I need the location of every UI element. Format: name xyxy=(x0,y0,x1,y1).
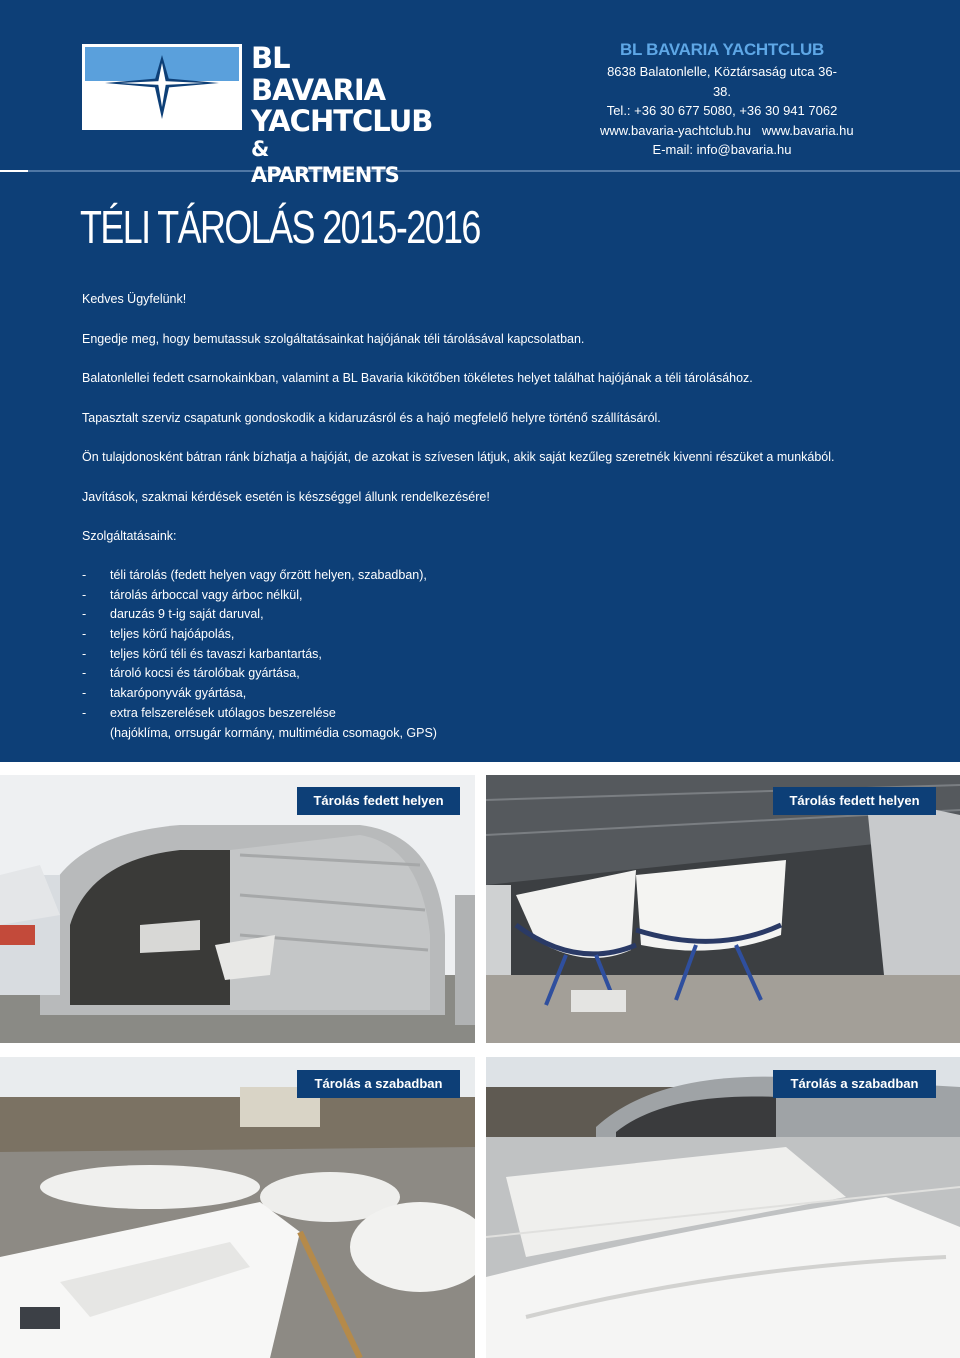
photo-covered-hall xyxy=(486,775,960,1043)
photo-caption: Tárolás a szabadban xyxy=(297,1070,460,1098)
photo-covered-tent xyxy=(0,775,475,1043)
phone: Tel.: +36 30 677 5080, +36 30 941 7062 xyxy=(606,103,838,118)
logo-wordmark xyxy=(251,41,433,188)
website-links[interactable]: www.bavaria-yachtclub.hu www.bavaria.hu xyxy=(600,122,854,138)
contact-block xyxy=(600,38,854,160)
logo-line-2: YACHTCLUB xyxy=(251,104,433,138)
page-title: TÉLI TÁROLÁS 2015-2016 xyxy=(80,201,480,253)
photo-caption: Tárolás fedett helyen xyxy=(773,787,936,815)
photo-outdoor-yard xyxy=(0,1057,475,1358)
logo-line-1: BL BAVARIA xyxy=(251,41,386,107)
owners-paragraph: Ön tulajdonosként bátran ránk bízhatja a hajóját, de azokat is szívesen látjuk, akik saját kezűleg szeretnék kivenni részüket a munkából. xyxy=(82,450,835,464)
logo-line-3: & APARTMENTS xyxy=(251,137,399,187)
logo xyxy=(82,41,433,187)
photo-outdoor-covered xyxy=(486,1057,960,1358)
compass-star-icon xyxy=(82,44,242,130)
photo-caption: Tárolás a szabadban xyxy=(773,1070,936,1098)
email[interactable]: E-mail: info@bavaria.hu xyxy=(652,142,792,157)
service-team-paragraph: Tapasztalt szerviz csapatunk gondoskodik a kidaruzásról és a hajó megfelelő helyre történő szállításáról. xyxy=(82,411,661,425)
support-paragraph: Javítások, szakmai kérdések esetén is készséggel állunk rendelkezésére! xyxy=(82,490,490,504)
intro-paragraph: Engedje meg, hogy bemutassuk szolgáltatásainkat hajójának téli tárolásával kapcsolatban. xyxy=(82,332,585,346)
photo-caption: Tárolás fedett helyen xyxy=(297,787,460,815)
services-heading: Szolgáltatásaink: xyxy=(82,529,177,543)
services-note: (hajóklíma, orrsugár kormány, multimédia csomagok, GPS) xyxy=(110,726,437,740)
address: 8638 Balatonlelle, Köztársaság utca 36-38. xyxy=(607,64,837,99)
club-name: BL BAVARIA YACHTCLUB xyxy=(620,40,824,59)
greeting: Kedves Ügyfelünk! xyxy=(82,292,187,306)
halls-paragraph: Balatonlellei fedett csarnokainkban, valamint a BL Bavaria kikötőben tökéletes helyet találhat hajójának a téli tárolásához. xyxy=(82,371,753,385)
